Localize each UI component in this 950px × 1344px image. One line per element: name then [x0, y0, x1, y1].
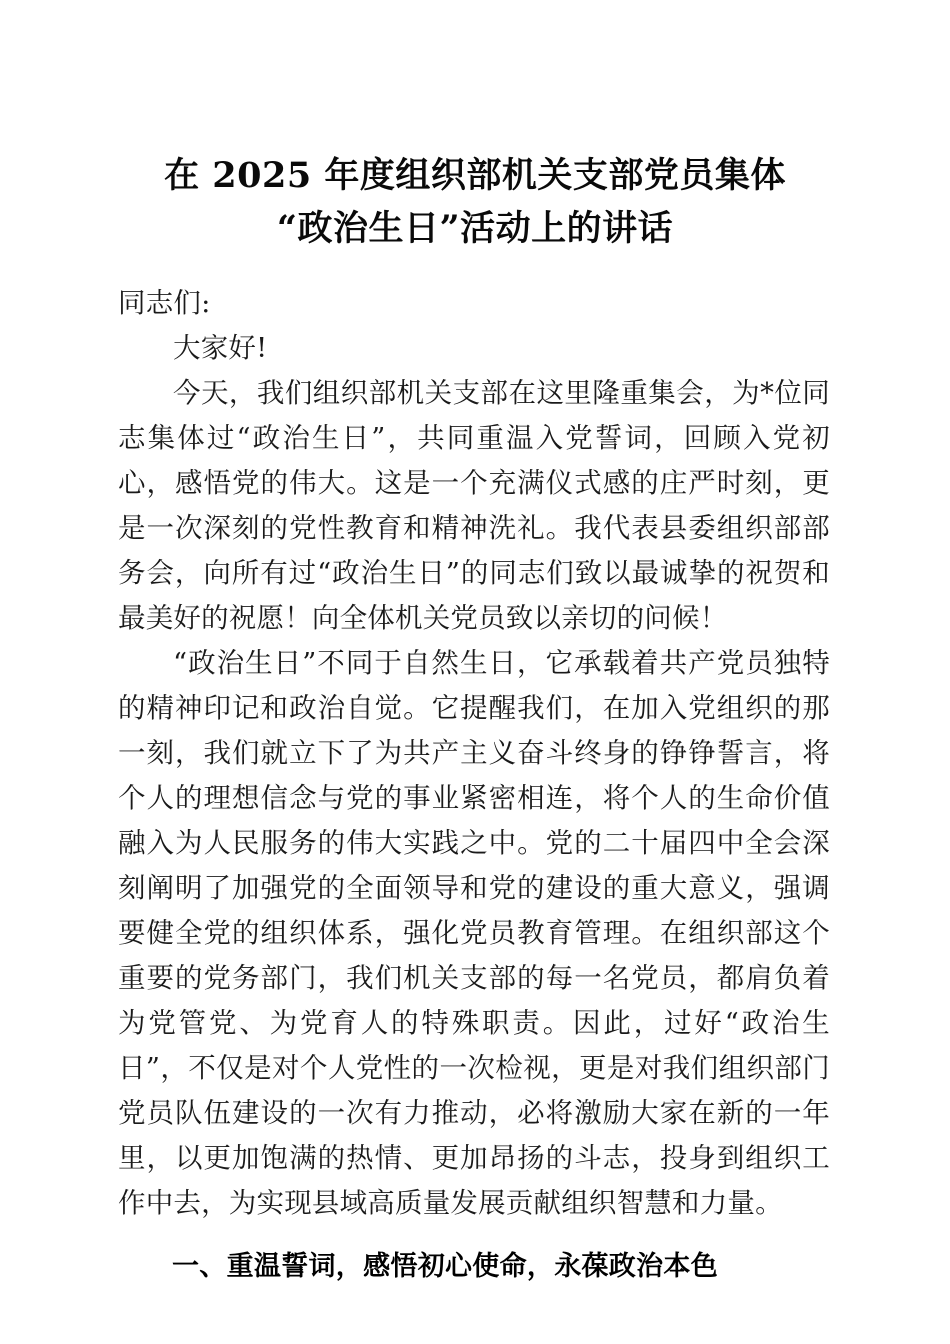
document-body — [118, 281, 830, 1289]
page-title — [118, 149, 832, 255]
greeting-line: 大家好! — [173, 332, 268, 364]
salutation-line: 同志们: — [118, 287, 211, 319]
title-line-2: “政治生日”活动上的讲话 — [276, 208, 674, 250]
body-paragraph-1: 今天，我们组织部机关支部在这里隆重集会，为*位同志集体过“政治生日”，共同重温入党誓词，回顾入党初心，感悟党的伟大。这是一个充满仪式感的庄严时刻，更是一次深刻的党性教育和精神洗礼。我代表县委组织部部务会，向所有过“政治生日”的同志们致以最诚挚的祝贺和最美好的祝愿！向全体机关党员致以亲切的问候！ — [118, 377, 830, 634]
body-paragraph-2: “政治生日”不同于自然生日，它承载着共产党员独特的精神印记和政治自觉。它提醒我们，在加入党组织的那一刻，我们就立下了为共产主义奋斗终身的铮铮誓言，将个人的理想信念与党的事业紧密相连，将个人的生命价值融入为人民服务的伟大实践之中。党的二十届四中全会深刻阐明了加强党的全面领导和党的建设的重大意义，强调要健全党的组织体系，强化党员教育管理。在组织部这个重要的党务部门，我们机关支部的每一名党员，都肩负着为党管党、为党育人的特殊职责。因此，过好“政治生日”，不仅是对个人党性的一次检视，更是对我们组织部门党员队伍建设的一次有力推动，必将激励大家在新的一年里，以更加饱满的热情、更加昂扬的斗志，投身到组织工作中去，为实现县域高质量发展贡献组织智慧和力量。 — [118, 647, 830, 1219]
section-heading-1: 一、重温誓词，感悟初心使命，永葆政治本色 — [172, 1251, 718, 1282]
title-line-1: 在 2025 年度组织部机关支部党员集体 — [164, 155, 786, 197]
